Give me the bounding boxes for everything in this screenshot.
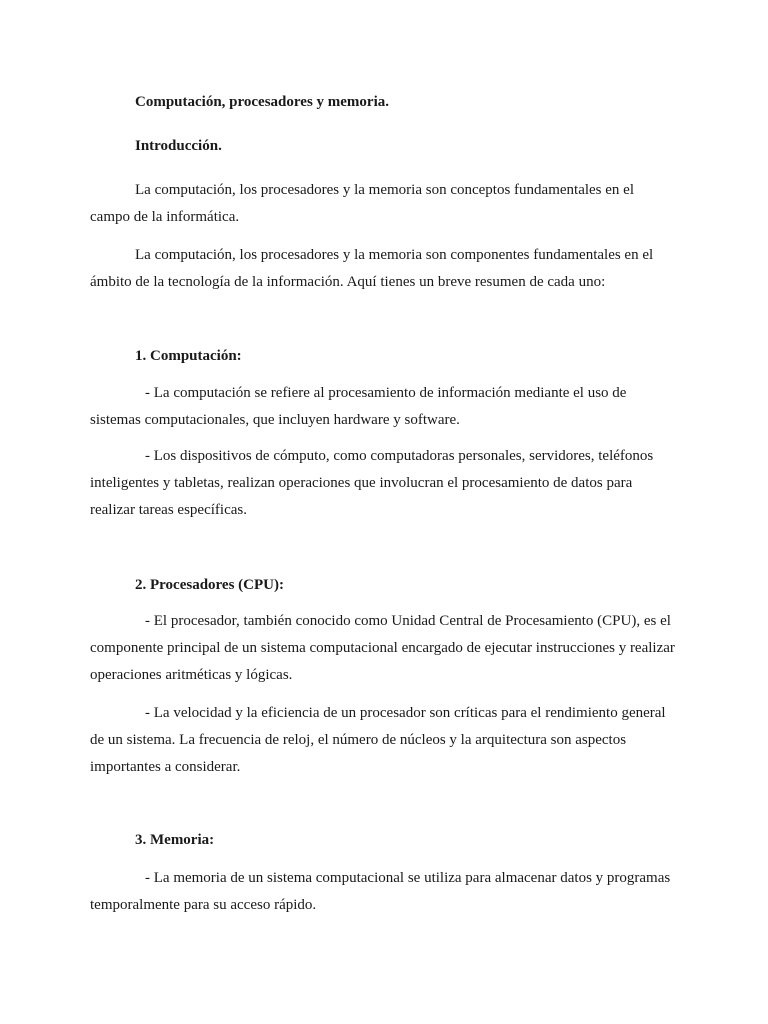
text-line: ámbito de la tecnología de la información. Aquí tienes un breve resumen de cada uno: [90,274,606,290]
section-1-paragraph-2 [90,443,690,524]
text-line: temporalmente para su acceso rápido. [90,897,317,913]
text-line: La computación, los procesadores y la memoria son componentes fundamentales en el [135,247,654,263]
section-heading-procesadores: 2. Procesadores (CPU): [135,577,284,593]
section-heading-memoria: 3. Memoria: [135,832,215,848]
text-line: - El procesador, también conocido como Unidad Central de Procesamiento (CPU), es el [145,613,671,629]
text-line: - La velocidad y la eficiencia de un procesador son críticas para el rendimiento general [145,705,666,721]
intro-paragraph-1 [90,177,690,231]
section-2-paragraph-1 [90,608,690,689]
text-line: realizar tareas específicas. [90,502,247,518]
text-line: importantes a considerar. [90,759,241,775]
text-line: operaciones aritméticas y lógicas. [90,667,293,683]
section-3-paragraph-1 [90,865,690,919]
section-heading-computacion: 1. Computación: [135,348,242,364]
intro-paragraph-2 [90,242,690,296]
text-line: - La memoria de un sistema computacional se utiliza para almacenar datos y programas [145,870,671,886]
document-title: Computación, procesadores y memoria. [135,94,390,110]
text-line: sistemas computacionales, que incluyen hardware y software. [90,412,460,428]
text-line: campo de la informática. [90,209,240,225]
section-2-paragraph-2 [90,700,690,781]
intro-heading: Introducción. [135,138,222,154]
text-line: componente principal de un sistema computacional encargado de ejecutar instrucciones y realizar [90,640,675,656]
text-line: - Los dispositivos de cómputo, como computadoras personales, servidores, teléfonos [145,448,654,464]
section-1-paragraph-1 [90,380,690,434]
text-line: - La computación se refiere al procesamiento de información mediante el uso de [145,385,627,401]
text-line: inteligentes y tabletas, realizan operaciones que involucran el procesamiento de datos para [90,475,633,491]
text-line: de un sistema. La frecuencia de reloj, el número de núcleos y la arquitectura son aspectos [90,732,627,748]
text-line: La computación, los procesadores y la memoria son conceptos fundamentales en el [135,182,634,198]
